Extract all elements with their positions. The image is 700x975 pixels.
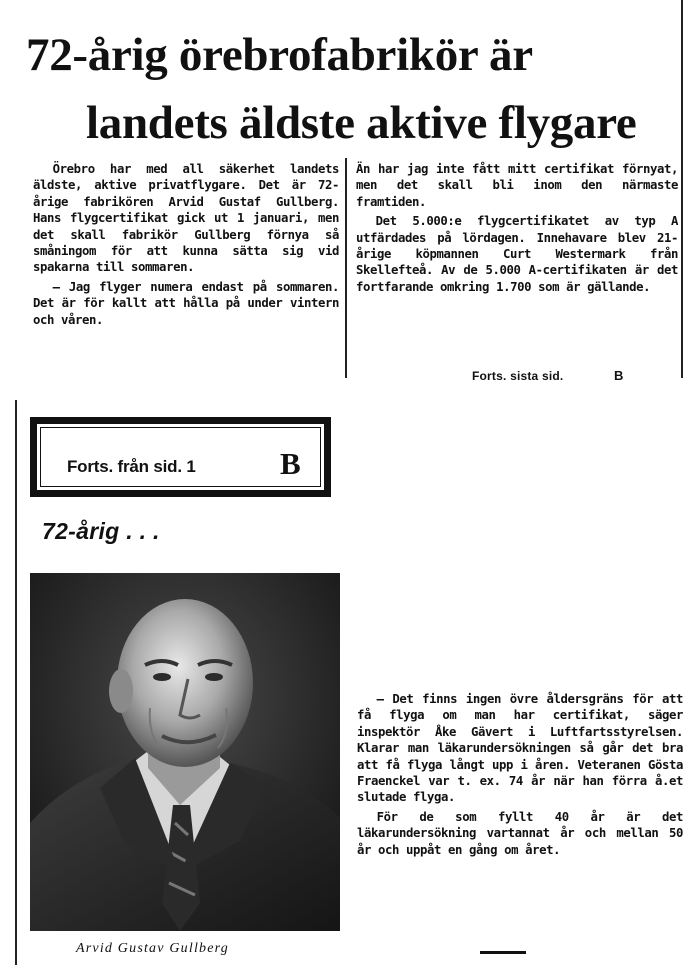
continuation-box	[30, 417, 331, 497]
headline	[0, 20, 700, 150]
column-divider-right	[681, 0, 683, 378]
continuation-box-letter: B	[280, 446, 301, 481]
continuation-box-label: Forts. från sid. 1	[67, 457, 196, 476]
clipping-divider-left	[15, 400, 17, 965]
article-paragraph: Det 5.000:e flygcertifikatet av typ A utfärdades på lördagen. Innehavare blev 21-årige köpmannen Curt Westermark från Skellefteå. Av de 5.000 A-certifikaten är det fortfarande omkring 1.700 som är gällande.	[356, 214, 678, 294]
photo-caption: Arvid Gustav Gullberg	[76, 941, 229, 956]
article-paragraph: Örebro har med all säkerhet landets äldste, aktive privatflygare. Det är 72-årige fabrikören Arvid Gustaf Gullberg. Hans flygcertifikat gick ut 1 januari, men det skall fabrikör Gullberg förnya så småningom för att kunna sätta sig vid spakarna till sommaren.	[33, 162, 339, 275]
continuation-kicker: 72-årig . . .	[42, 518, 160, 544]
continued-label: Forts. sista sid.	[472, 369, 564, 383]
article-column-1	[33, 161, 339, 328]
continuation-column	[357, 691, 683, 858]
headline-line-1: 72-årig örebrofabrikör är	[26, 29, 533, 81]
headline-line-2: landets äldste aktive flygare	[86, 97, 637, 149]
article-column-2	[356, 161, 678, 295]
article-paragraph: Än har jag inte fått mitt certifikat förnyat, men det skall bli inom den närmaste framtiden.	[356, 162, 678, 209]
column-divider	[345, 158, 347, 378]
article-paragraph: — Det finns ingen övre åldersgräns för att få flyga om man har certifikat, säger inspektör Åke Gävert i Luftfartsstyrelsen. Klarar man läkarundersökningen så går det bra att få flyga långt upp i åren. Veteranen Gösta Fraenckel var t. ex. 74 år när han förra å.et slutade flyga.	[357, 692, 683, 805]
portrait-photo	[30, 573, 340, 931]
end-rule	[480, 951, 526, 954]
article-paragraph: För de som fyllt 40 år är det läkarundersökning vartannat år och mellan 50 år och uppåt en gång om året.	[357, 809, 683, 857]
article-paragraph: — Jag flyger numera endast på sommaren. Det är för kallt att hålla på under vintern och våren.	[33, 279, 339, 327]
continued-letter: B	[614, 368, 624, 383]
